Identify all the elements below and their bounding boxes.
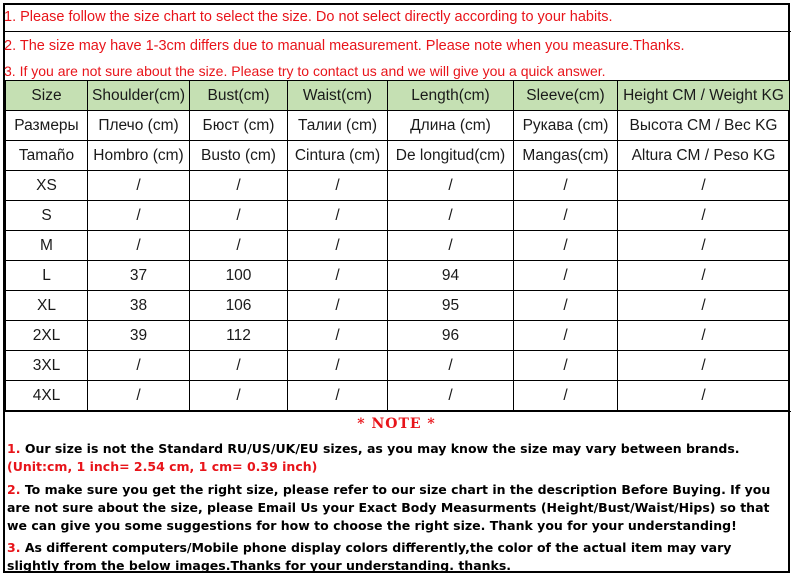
- column-header-spanish: Mangas(cm): [514, 141, 618, 171]
- note-number: 3.: [7, 540, 21, 555]
- column-header: Length(cm): [388, 81, 514, 111]
- table-cell: /: [514, 261, 618, 291]
- column-header-russian: Длина (cm): [388, 111, 514, 141]
- table-row: [6, 261, 790, 291]
- note-number: 1.: [7, 441, 21, 456]
- spanish-header-row: [6, 141, 790, 171]
- table-cell: 2XL: [6, 321, 88, 351]
- table-cell: /: [88, 201, 190, 231]
- table-cell: 3XL: [6, 351, 88, 381]
- table-cell: 39: [88, 321, 190, 351]
- table-cell: /: [288, 351, 388, 381]
- note-text: To make sure you get the right size, please refer to our size chart in the description Before Buying. If you are not sure about the size, please Email Us your Exact Body Measurments (Height/Bust/Waist/Hips) so that we can give you some suggestions for how to choose the right size. Thank you for your understanding!: [7, 482, 771, 533]
- table-row: [6, 381, 790, 411]
- note-item-2: [7, 481, 788, 535]
- column-header: Bust(cm): [190, 81, 288, 111]
- table-cell: /: [388, 231, 514, 261]
- table-cell: /: [514, 231, 618, 261]
- column-header-russian: Плечо (cm): [88, 111, 190, 141]
- column-header-spanish: Tamaño: [6, 141, 88, 171]
- column-header-russian: Рукава (cm): [514, 111, 618, 141]
- column-header-spanish: De longitud(cm): [388, 141, 514, 171]
- table-cell: /: [288, 381, 388, 411]
- table-cell: 100: [190, 261, 288, 291]
- column-header: Sleeve(cm): [514, 81, 618, 111]
- table-cell: 38: [88, 291, 190, 321]
- table-cell: /: [618, 351, 790, 381]
- table-cell: XL: [6, 291, 88, 321]
- table-cell: /: [618, 381, 790, 411]
- table-row: [6, 231, 790, 261]
- table-cell: /: [190, 231, 288, 261]
- table-cell: 4XL: [6, 381, 88, 411]
- table-cell: /: [514, 201, 618, 231]
- table-cell: /: [388, 171, 514, 201]
- table-cell: 94: [388, 261, 514, 291]
- table-cell: /: [288, 201, 388, 231]
- table-cell: /: [514, 381, 618, 411]
- table-row: [6, 201, 790, 231]
- table-cell: /: [618, 171, 790, 201]
- column-header-spanish: Busto (cm): [190, 141, 288, 171]
- note-title: * NOTE *: [357, 416, 436, 432]
- note-item-3: [7, 539, 788, 575]
- russian-header-row: [6, 111, 790, 141]
- note-text: Our size is not the Standard RU/US/UK/EU sizes, as you may know the size may vary between brands.: [24, 441, 740, 456]
- table-cell: /: [190, 201, 288, 231]
- column-header: Size: [6, 81, 88, 111]
- instruction-line-3: 3. If you are not sure about the size. Please try to contact us and we will give you a quick answer.: [4, 63, 606, 79]
- column-header-russian: Высота CM / Вес KG: [618, 111, 790, 141]
- table-cell: 95: [388, 291, 514, 321]
- column-header-russian: Бюст (cm): [190, 111, 288, 141]
- table-cell: 112: [190, 321, 288, 351]
- note-text: As different computers/Mobile phone display colors differently,the color of the actual item may vary slightly from the below images.Thanks for your understanding. thanks.: [7, 540, 732, 573]
- table-cell: /: [88, 381, 190, 411]
- table-cell: /: [514, 291, 618, 321]
- note-number: 2.: [7, 482, 21, 497]
- note-item-1: [7, 440, 740, 458]
- column-header-spanish: Altura CM / Peso KG: [618, 141, 790, 171]
- table-cell: 37: [88, 261, 190, 291]
- note-section: [5, 412, 788, 573]
- table-row: [6, 351, 790, 381]
- table-cell: XS: [6, 171, 88, 201]
- table-cell: /: [288, 291, 388, 321]
- table-cell: 96: [388, 321, 514, 351]
- column-header: Waist(cm): [288, 81, 388, 111]
- instruction-line-1: 1. Please follow the size chart to select the size. Do not select directly according to your habits.: [4, 9, 613, 25]
- unit-conversion: (Unit:cm, 1 inch= 2.54 cm, 1 cm= 0.39 inch): [7, 459, 318, 474]
- table-cell: /: [288, 171, 388, 201]
- divider: [4, 31, 791, 32]
- column-header: Shoulder(cm): [88, 81, 190, 111]
- table-cell: M: [6, 231, 88, 261]
- table-cell: /: [618, 231, 790, 261]
- table-header-row: [6, 81, 790, 111]
- size-chart-table: [5, 80, 790, 411]
- column-header-spanish: Hombro (cm): [88, 141, 190, 171]
- table-cell: /: [288, 261, 388, 291]
- table-row: [6, 291, 790, 321]
- table-cell: /: [88, 231, 190, 261]
- table-cell: /: [514, 351, 618, 381]
- instruction-line-2: 2. The size may have 1-3cm differs due to manual measurement. Please note when you measure.Thanks.: [4, 38, 685, 54]
- table-row: [6, 321, 790, 351]
- table-cell: /: [88, 171, 190, 201]
- column-header-russian: Талии (cm): [288, 111, 388, 141]
- table-cell: /: [514, 171, 618, 201]
- table-cell: /: [190, 381, 288, 411]
- table-cell: /: [190, 351, 288, 381]
- table-cell: /: [618, 321, 790, 351]
- column-header: Height CM / Weight KG: [618, 81, 790, 111]
- table-cell: /: [618, 261, 790, 291]
- table-cell: /: [618, 201, 790, 231]
- table-cell: /: [388, 381, 514, 411]
- table-cell: /: [514, 321, 618, 351]
- column-header-russian: Размеры: [6, 111, 88, 141]
- table-cell: /: [388, 351, 514, 381]
- table-cell: /: [288, 321, 388, 351]
- table-cell: 106: [190, 291, 288, 321]
- table-cell: /: [388, 201, 514, 231]
- table-cell: /: [190, 171, 288, 201]
- table-cell: /: [88, 351, 190, 381]
- column-header-spanish: Cintura (cm): [288, 141, 388, 171]
- table-row: [6, 171, 790, 201]
- table-cell: L: [6, 261, 88, 291]
- table-cell: S: [6, 201, 88, 231]
- table-cell: /: [618, 291, 790, 321]
- table-cell: /: [288, 231, 388, 261]
